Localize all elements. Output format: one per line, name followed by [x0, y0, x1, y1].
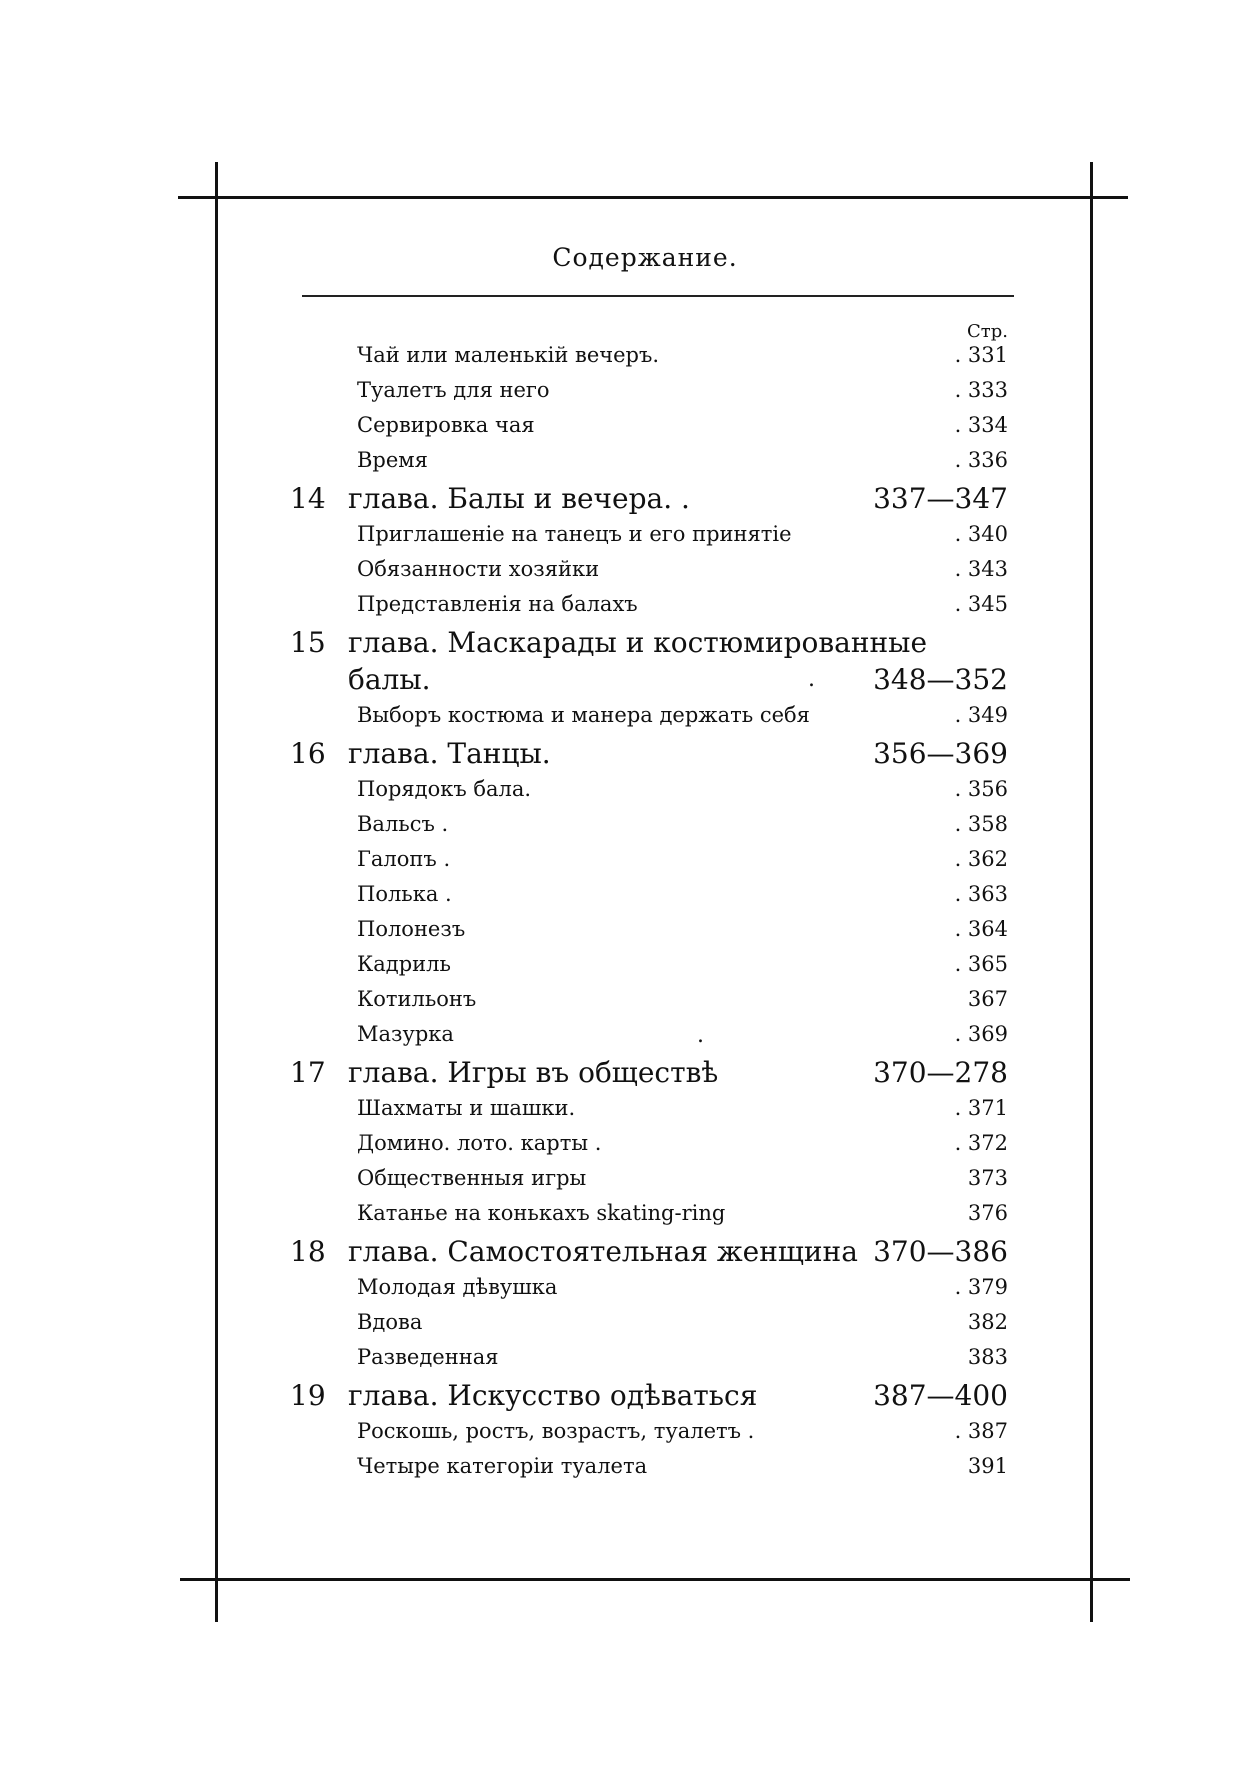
toc-entry-title: Четыре категоріи туалета: [357, 1454, 648, 1478]
page-column-label: Стр.: [967, 321, 1008, 342]
toc-page-number: . 343: [954, 557, 1008, 581]
toc-chapter-row: [290, 624, 1008, 661]
toc-section-row: [290, 1196, 1008, 1231]
toc-chapter-row: [290, 480, 1008, 517]
toc-section-row: [290, 443, 1008, 478]
toc-section-row: [290, 842, 1008, 877]
toc-section-row: [290, 1414, 1008, 1449]
frame-top-rule: [178, 196, 1128, 199]
toc-section-row: [290, 807, 1008, 842]
frame-left-rule: [215, 162, 218, 1622]
toc-section-row: [290, 1270, 1008, 1305]
toc-entry-title: [290, 624, 1008, 661]
toc-page-number: . 356: [954, 777, 1008, 801]
toc-entry-title: Обязанности хозяйки: [357, 557, 600, 581]
toc-section-row: [290, 698, 1008, 733]
toc-entry-title: Кадриль: [357, 952, 451, 976]
toc-section-row: [290, 373, 1008, 408]
toc-chapter-row: [290, 1377, 1008, 1414]
toc-page-number: . 345: [954, 592, 1008, 616]
chapter-title: глава. Игры въ обществѣ: [348, 1056, 719, 1089]
toc-page-number: 383: [967, 1345, 1008, 1369]
chapter-number: 18: [290, 1235, 326, 1268]
toc-page-number: 348—352: [873, 663, 1008, 696]
chapter-title: глава. Маскарады и костюмированные: [348, 626, 928, 659]
toc-section-row: [290, 338, 1008, 373]
title-underline: [302, 295, 1014, 297]
toc-page-number: . 372: [954, 1131, 1008, 1155]
toc-page-number: 370—386: [873, 1235, 1008, 1268]
toc-page-number: 356—369: [873, 737, 1008, 770]
toc-entry-title: [290, 480, 873, 517]
toc-page-number: . 340: [954, 522, 1008, 546]
toc-section-row: [290, 1091, 1008, 1126]
chapter-number: 14: [290, 482, 326, 515]
toc-entry-title: Представленія на балахъ: [357, 592, 638, 616]
toc-page-number: . 349: [954, 703, 1008, 727]
toc-entry-title: Приглашеніе на танецъ и его принятіе: [357, 522, 792, 546]
toc-page-number: . 331: [954, 343, 1008, 367]
toc-section-row: [290, 912, 1008, 947]
chapter-title: глава. Балы и вечера. .: [348, 482, 690, 515]
chapter-title: глава. Искусство одѣваться: [348, 1379, 758, 1412]
toc-entry-title: Сервировка чая: [357, 413, 535, 437]
toc-page-number: 391: [967, 1454, 1008, 1478]
toc-entry-title: Вдова: [357, 1310, 423, 1334]
toc-page-number: . 336: [954, 448, 1008, 472]
page-title: Содержание.: [552, 243, 738, 272]
frame-bottom-rule: [180, 1578, 1130, 1581]
toc-page-number: 370—278: [873, 1056, 1008, 1089]
toc-chapter-row: [290, 735, 1008, 772]
toc-chapter-continuation: [290, 661, 1008, 698]
toc-entry-title: Полонезъ: [357, 917, 466, 941]
toc-entry-title: Котильонъ: [357, 987, 477, 1011]
toc-entry-title: Катанье на конькахъ skating-ring: [357, 1201, 726, 1225]
toc-entry-title: Полька .: [357, 882, 452, 906]
frame-right-rule: [1090, 162, 1093, 1622]
toc-section-row: [290, 517, 1008, 552]
toc-entry-title: Порядокъ бала.: [357, 777, 532, 801]
toc-section-row: [290, 772, 1008, 807]
chapter-title: глава. Танцы.: [348, 737, 551, 770]
toc-entry-title: [290, 1054, 873, 1091]
toc-page-number: 387—400: [873, 1379, 1008, 1412]
toc-page-number: . 365: [954, 952, 1008, 976]
toc-entry-title: [290, 735, 873, 772]
toc-entry-title: Галопъ .: [357, 847, 451, 871]
toc-page-number: 376: [967, 1201, 1008, 1225]
table-of-contents: [290, 338, 1008, 1484]
toc-chapter-row: [290, 1054, 1008, 1091]
stray-dot: .: [808, 667, 815, 692]
toc-page-number: 337—347: [873, 482, 1008, 515]
toc-page-number: 373: [967, 1166, 1008, 1190]
toc-section-row: [290, 552, 1008, 587]
toc-section-row: [290, 1449, 1008, 1484]
toc-section-row: [290, 587, 1008, 622]
toc-entry-title: [290, 1233, 873, 1270]
toc-entry-title: [290, 1377, 873, 1414]
toc-entry-title: балы.: [348, 663, 431, 696]
toc-page-number: 367: [967, 987, 1008, 1011]
toc-chapter-row: [290, 1233, 1008, 1270]
toc-page-number: . 363: [954, 882, 1008, 906]
toc-section-row: [290, 947, 1008, 982]
toc-page-number: . 362: [954, 847, 1008, 871]
chapter-number: 15: [290, 626, 326, 659]
stray-dot: .: [697, 1023, 704, 1048]
toc-page-number: . 333: [954, 378, 1008, 402]
chapter-number: 17: [290, 1056, 326, 1089]
toc-page-number: . 369: [954, 1022, 1008, 1046]
toc-entry-title: Домино. лото. карты .: [357, 1131, 602, 1155]
toc-entry-title: Выборъ костюма и манера держать себя: [357, 703, 810, 727]
toc-entry-title: Вальсъ .: [357, 812, 449, 836]
toc-entry-title: Мазурка: [357, 1022, 454, 1046]
toc-section-row: [290, 877, 1008, 912]
toc-page-number: . 379: [954, 1275, 1008, 1299]
toc-page-number: . 371: [954, 1096, 1008, 1120]
toc-page-number: . 334: [954, 413, 1008, 437]
toc-entry-title: Чай или маленькій вечеръ.: [357, 343, 660, 367]
toc-page-number: . 358: [954, 812, 1008, 836]
toc-section-row: [290, 1017, 1008, 1052]
chapter-number: 16: [290, 737, 326, 770]
toc-page-number: . 364: [954, 917, 1008, 941]
toc-entry-title: Молодая дѣвушка: [357, 1275, 558, 1299]
toc-section-row: [290, 1126, 1008, 1161]
toc-page-number: 382: [967, 1310, 1008, 1334]
toc-entry-title: Общественныя игры: [357, 1166, 587, 1190]
toc-page-number: . 387: [954, 1419, 1008, 1443]
toc-section-row: [290, 1161, 1008, 1196]
chapter-number: 19: [290, 1379, 326, 1412]
chapter-title: глава. Самостоятельная женщина: [348, 1235, 858, 1268]
toc-entry-title: Разведенная: [357, 1345, 499, 1369]
toc-entry-title: Туалетъ для него: [357, 378, 550, 402]
toc-entry-title: Шахматы и шашки.: [357, 1096, 576, 1120]
toc-section-row: [290, 408, 1008, 443]
toc-entry-title: Время: [357, 448, 428, 472]
toc-section-row: [290, 1340, 1008, 1375]
toc-section-row: [290, 982, 1008, 1017]
toc-section-row: [290, 1305, 1008, 1340]
toc-entry-title: Роскошь, ростъ, возрастъ, туалетъ .: [357, 1419, 755, 1443]
